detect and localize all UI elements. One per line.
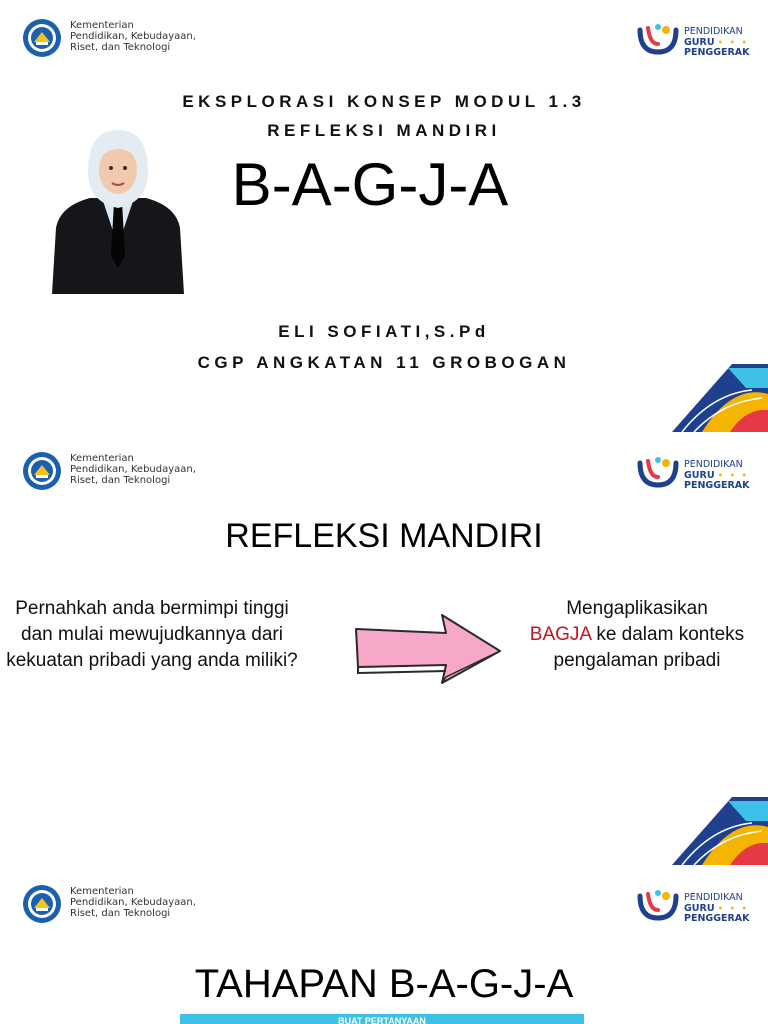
guru-penggerak-logo-icon (636, 455, 680, 491)
ministry-line2: Pendidikan, Kebudayaan, (70, 31, 196, 42)
kemendikbud-logo-icon (22, 884, 62, 924)
program-dots: • • • (717, 903, 749, 913)
program-line1: PENDIDIKAN (684, 892, 743, 903)
ministry-line1: Kementerian (70, 20, 134, 31)
program-line2: GURU (684, 902, 715, 914)
ministry-line1: Kementerian (70, 886, 134, 897)
corner-decoration-icon (672, 797, 768, 865)
guru-penggerak-logo-icon (636, 22, 680, 58)
program-line3: PENGGERAK (684, 47, 750, 58)
goal-suffix: ke dalam konteks pengalaman pribadi (553, 624, 745, 671)
program-name (684, 893, 750, 925)
goal-prefix: Mengaplikasikan (566, 598, 708, 619)
stages-title: TAHAPAN B-A-G-J-A (194, 962, 574, 1006)
program-name (684, 27, 750, 59)
cohort-name: CGP ANGKATAN 11 GROBOGAN (197, 353, 571, 372)
ministry-name (70, 453, 196, 486)
module-subheading: REFLEKSI MANDIRI (267, 121, 501, 140)
kemendikbud-logo-icon (22, 18, 62, 58)
module-heading: EKSPLORASI KONSEP MODUL 1.3 (182, 92, 586, 111)
program-line3: PENGGERAK (684, 913, 750, 924)
goal-highlight: BAGJA (529, 624, 592, 645)
presenter-photo (50, 128, 186, 294)
slide-3 (0, 866, 768, 1024)
kemendikbud-logo-icon (22, 451, 62, 491)
ministry-line3: Riset, dan Teknologi (70, 42, 171, 53)
guru-penggerak-logo-icon (636, 888, 680, 924)
program-line1: PENDIDIKAN (684, 459, 743, 470)
program-line1: PENDIDIKAN (684, 26, 743, 37)
slide-1 (0, 0, 768, 432)
ministry-line2: Pendidikan, Kebudayaan, (70, 897, 196, 908)
reflection-title: REFLEKSI MANDIRI (225, 517, 543, 555)
program-line2: GURU (684, 469, 715, 481)
reflection-question: Pernahkah anda bermimpi tinggi dan mulai mewujudkannya dari kekuatan pribadi yang anda miliki? (6, 598, 298, 671)
program-line2: GURU (684, 36, 715, 48)
arrow-right-icon (350, 613, 506, 685)
reflection-goal (518, 596, 756, 674)
main-title: B-A-G-J-A (231, 151, 509, 218)
ministry-name (70, 20, 196, 53)
corner-decoration-icon (672, 364, 768, 432)
ministry-line3: Riset, dan Teknologi (70, 908, 171, 919)
program-name (684, 460, 750, 492)
ministry-name (70, 886, 196, 919)
program-line3: PENGGERAK (684, 480, 750, 491)
ministry-line3: Riset, dan Teknologi (70, 475, 171, 486)
ministry-line1: Kementerian (70, 453, 134, 464)
author-name: ELI SOFIATI,S.Pd (278, 322, 490, 341)
program-dots: • • • (717, 470, 749, 480)
slide-2 (0, 433, 768, 865)
ministry-line2: Pendidikan, Kebudayaan, (70, 464, 196, 475)
stage-bar: BUAT PERTANYAAN (180, 1014, 584, 1024)
program-dots: • • • (717, 37, 749, 47)
